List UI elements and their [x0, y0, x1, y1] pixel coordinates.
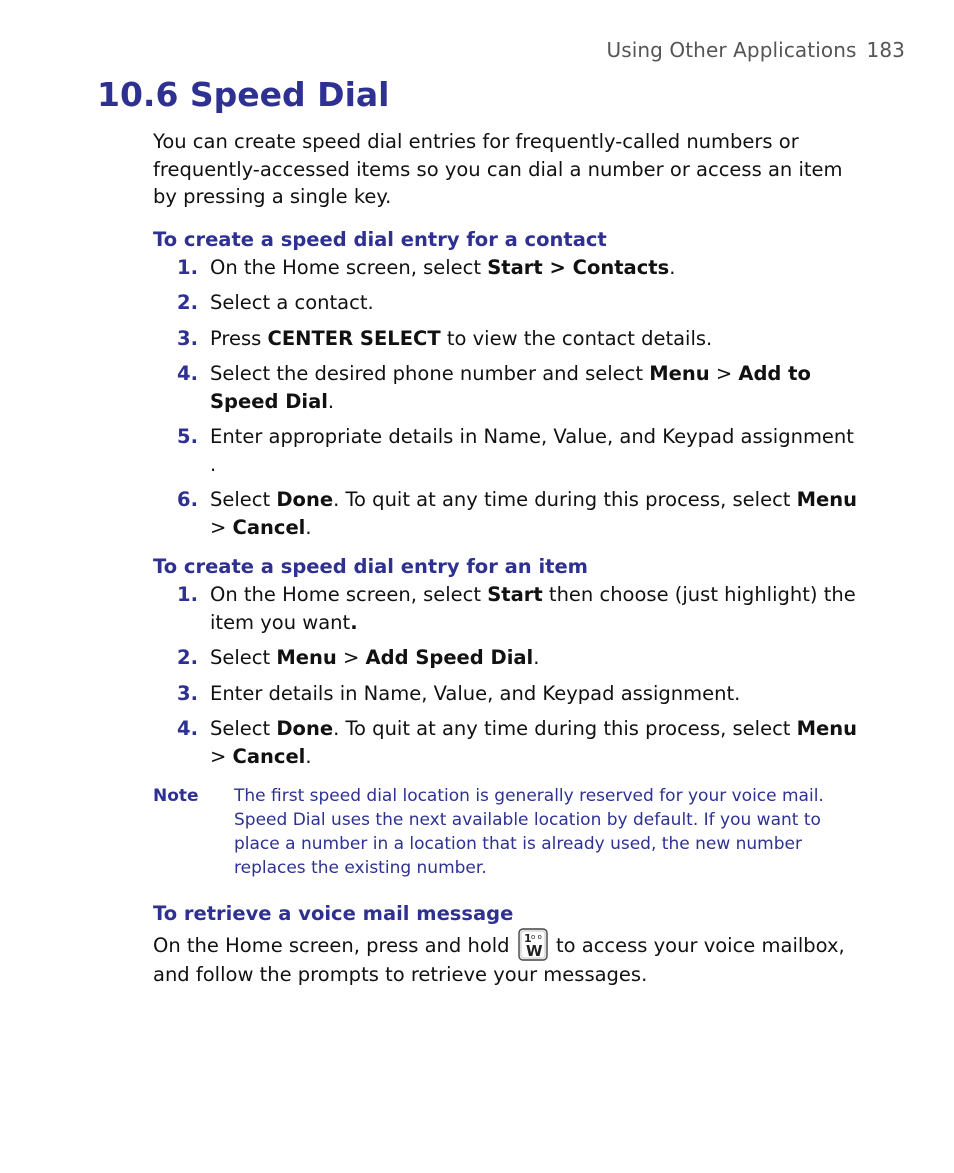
- voicemail-paragraph: On the Home screen, press and hold 1 o o W to access your voice mailbox, and follow the prompts to retrieve your messages.: [153, 928, 863, 989]
- step-text: Press CENTER SELECT to view the contact details.: [210, 326, 713, 350]
- step-text: Enter details in Name, Value, and Keypad assignment.: [210, 681, 741, 705]
- list-item: [153, 325, 863, 353]
- step-text: Enter appropriate details in Name, Value, and Keypad assignment .: [210, 425, 854, 476]
- step-number: 5.: [177, 425, 198, 448]
- step-number: 6.: [177, 488, 198, 511]
- voicemail-key-1-icon: [518, 928, 548, 961]
- note-text: The first speed dial location is generally reserved for your voice mail. Speed Dial uses the next available location by default. If you want to place a number in a location that is already used, the new number replaces the existing number.: [234, 786, 824, 878]
- svg-text:W: W: [525, 942, 543, 960]
- step-number: 1.: [177, 255, 198, 279]
- note-block: [153, 784, 863, 880]
- intro-paragraph: You can create speed dial entries for frequently-called numbers or frequently-accessed items so you can dial a number or access an item by pressing a single key.: [153, 130, 843, 208]
- note-label: Note: [153, 786, 199, 806]
- step-text: Select Menu > Add Speed Dial.: [210, 646, 540, 669]
- step-text: Select a contact.: [210, 291, 374, 314]
- page-title: 10.6 Speed Dial: [97, 75, 390, 114]
- svg-text:1: 1: [523, 932, 532, 945]
- step-number: 3.: [177, 326, 198, 350]
- list-item: [153, 289, 863, 317]
- step-number: 4.: [177, 362, 198, 385]
- page-number: 183: [866, 38, 905, 62]
- step-text: Select Done. To quit at any time during this process, select Menu > Cancel.: [210, 488, 858, 539]
- list-item: [153, 715, 863, 770]
- running-header: [606, 38, 905, 62]
- step-number: 4.: [177, 717, 198, 740]
- voicemail-section-heading: To retrieve a voice mail message: [153, 902, 514, 925]
- step-text: On the Home screen, select Start then choose (just highlight) the item you want.: [210, 583, 856, 634]
- header-section-title: Using Other Applications: [606, 38, 857, 62]
- contact-section-heading: To create a speed dial entry for a contact: [153, 227, 607, 251]
- step-text: Select Done. To quit at any time during this process, select Menu > Cancel.: [210, 717, 858, 768]
- list-item: [153, 423, 863, 478]
- step-number: 3.: [177, 681, 198, 705]
- list-item: [153, 254, 863, 282]
- step-text: Select the desired phone number and select Menu > Add to Speed Dial.: [210, 362, 811, 413]
- list-item: [153, 486, 863, 541]
- step-number: 2.: [177, 646, 198, 669]
- list-item: [153, 581, 863, 636]
- content: [153, 128, 863, 989]
- contact-steps-list: [153, 254, 863, 542]
- list-item: [153, 360, 863, 415]
- list-item: [153, 644, 863, 672]
- svg-text:o o: o o: [530, 933, 542, 941]
- step-number: 2.: [177, 291, 198, 314]
- item-section-heading: To create a speed dial entry for an item: [153, 555, 588, 578]
- list-item: [153, 680, 863, 708]
- step-number: 1.: [177, 583, 198, 606]
- item-steps-list: [153, 581, 863, 770]
- step-text: On the Home screen, select Start > Contacts.: [210, 255, 676, 279]
